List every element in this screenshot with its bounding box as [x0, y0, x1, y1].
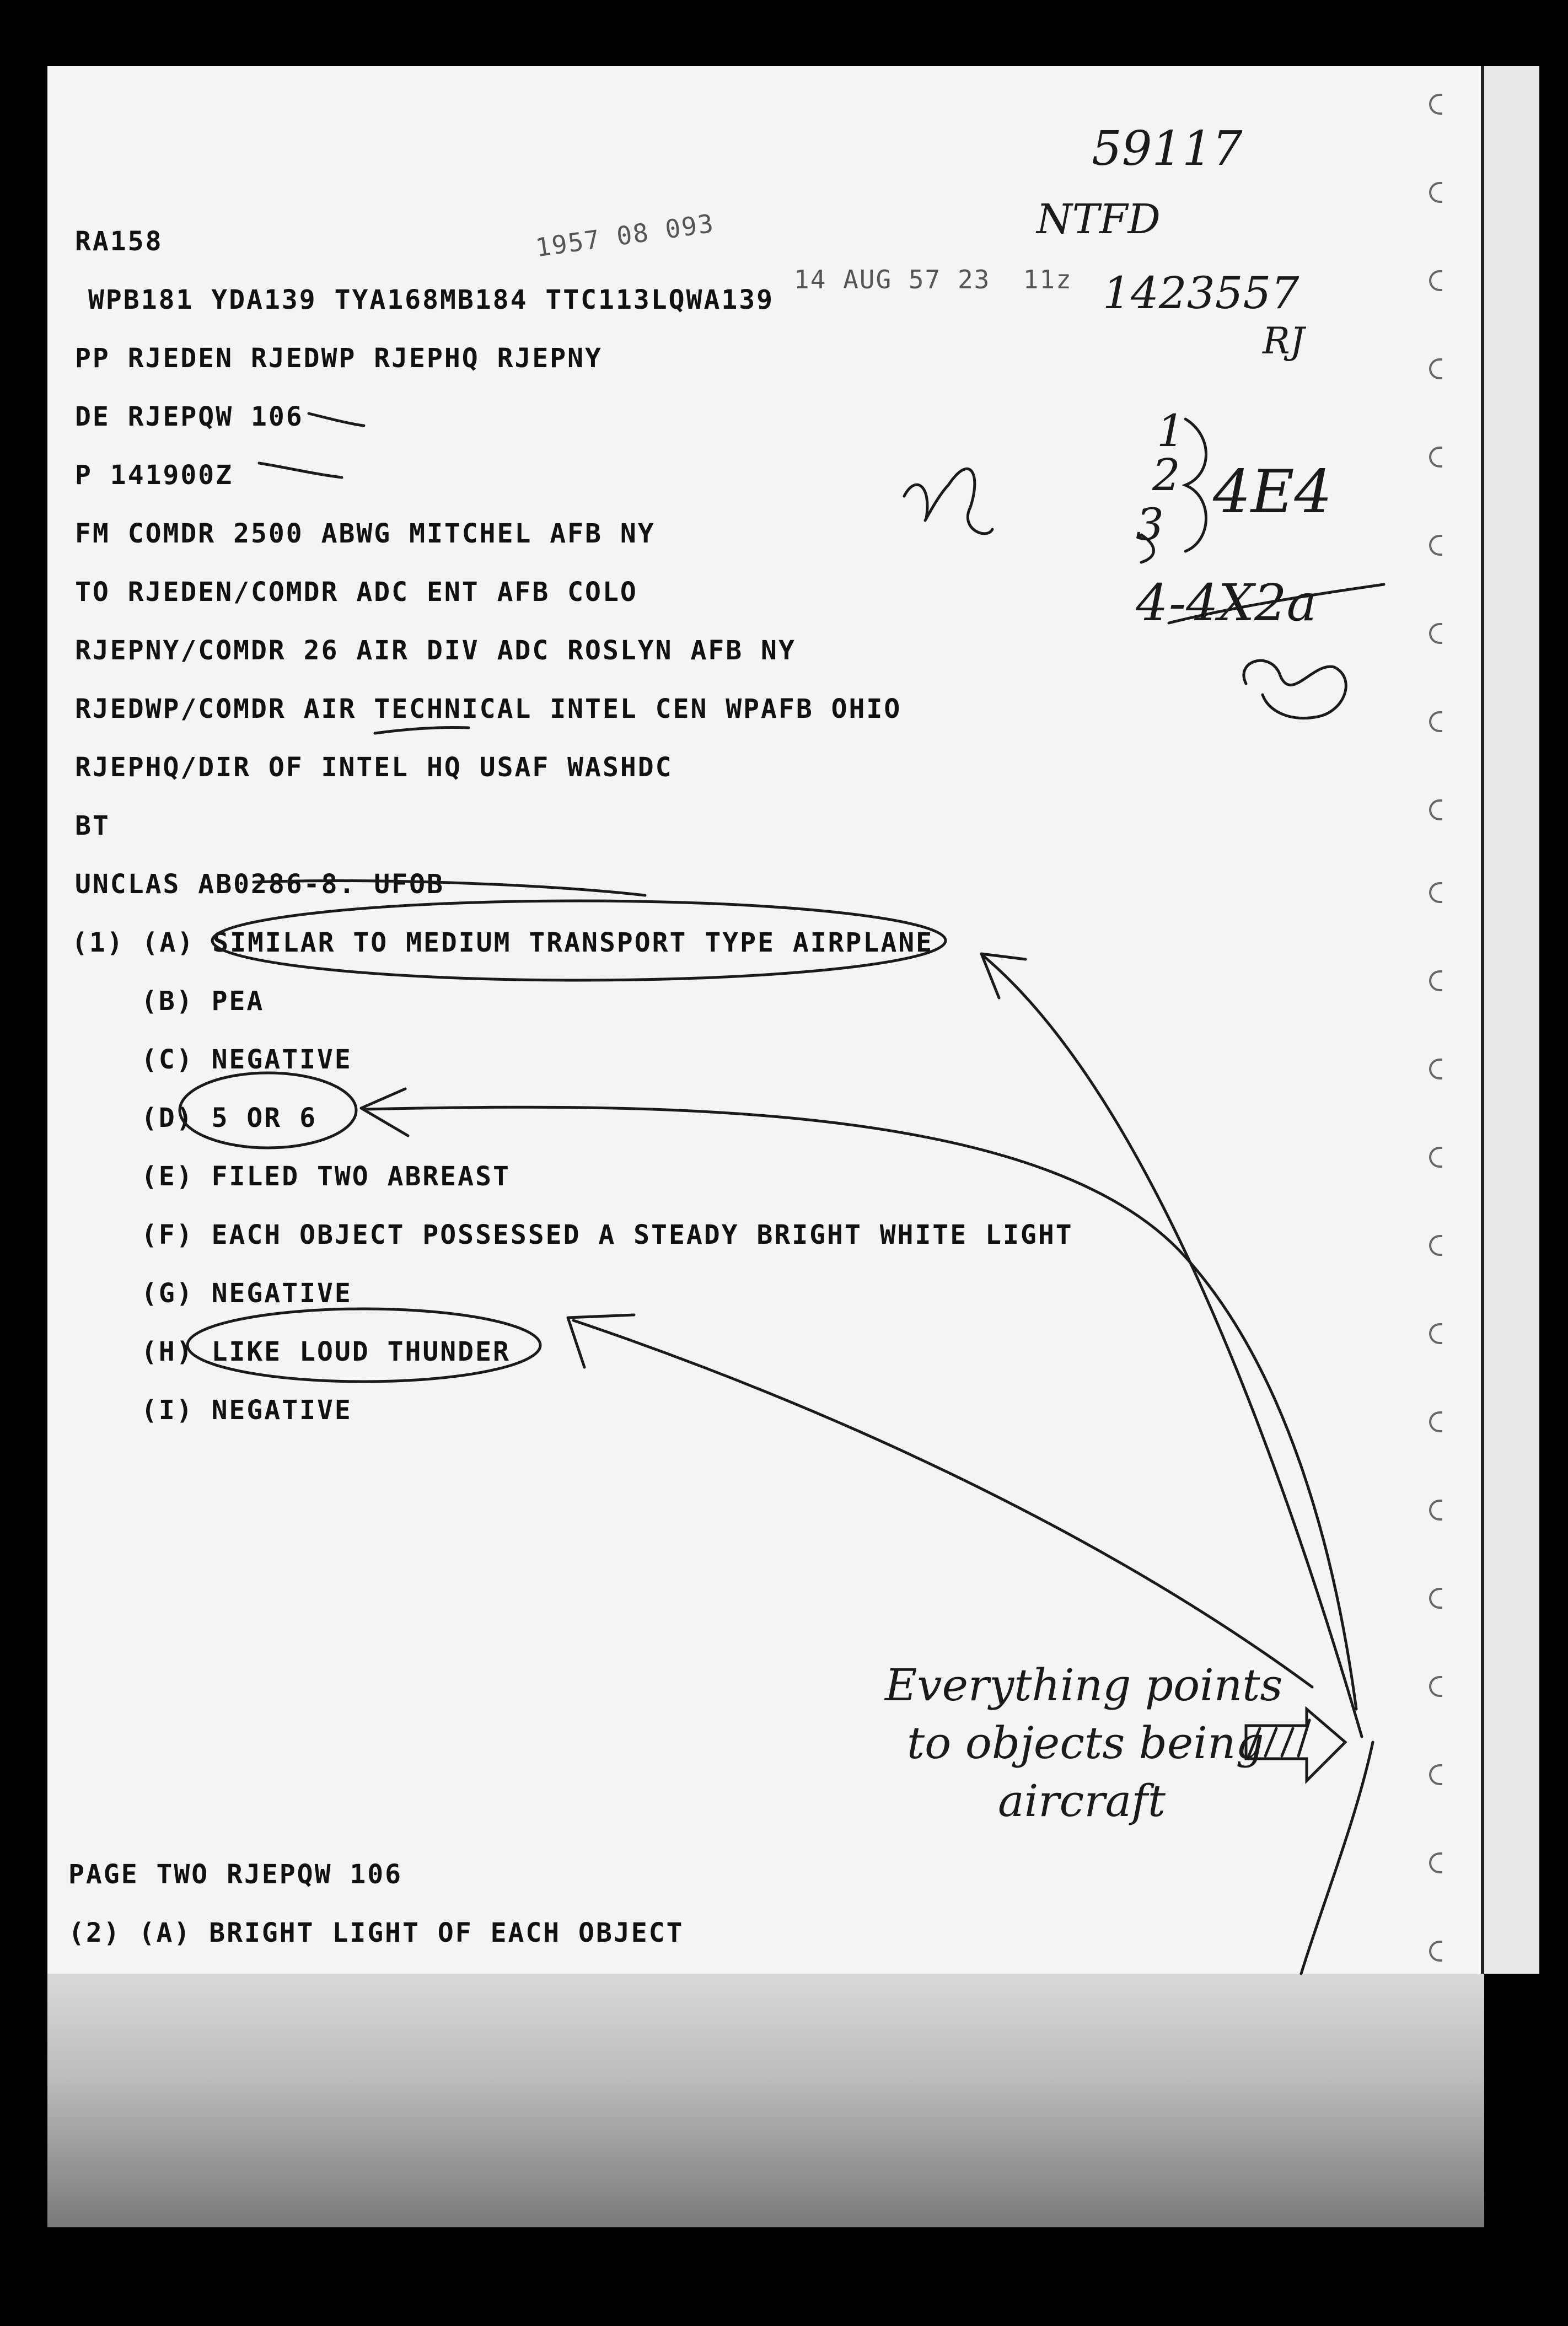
receipt-stamp: 1957 08 093	[533, 208, 716, 263]
handwritten-office: NTFD	[1037, 196, 1161, 243]
teletype-line-item-c: (C) NEGATIVE	[141, 1044, 352, 1075]
teletype-line-channel-ids: WPB181 YDA139 TYA168MB184 TTC113LQWA139	[88, 284, 775, 315]
teletype-line-item-1a: (1) (A) SIMILAR TO MEDIUM TRANSPORT TYPE AIRPLANE	[72, 927, 934, 958]
handwritten-routing-2: 2	[1152, 449, 1180, 501]
teletype-line-dtg: P 141900Z	[75, 460, 234, 491]
hatched-arrow-icon	[1246, 1709, 1345, 1781]
brace-mark	[1141, 535, 1154, 562]
teletype-line-to: TO RJEDEN/COMDR ADC ENT AFB COLO	[75, 577, 638, 608]
handwritten-code-4x2a: -4X2a	[1169, 573, 1317, 632]
time-stamp: 14 AUG 57 23 11z	[794, 265, 1072, 294]
handwritten-routing-1: 1	[1157, 405, 1185, 456]
teletype-line-page-two: PAGE TWO RJEPQW 106	[68, 1859, 403, 1890]
handwritten-routing-3: 3	[1136, 499, 1164, 550]
pen-circle	[187, 1309, 540, 1382]
arrow-line	[573, 1320, 1312, 1687]
teletype-line-precedence: PP RJEDEN RJEDWP RJEPHQ RJEPNY	[75, 343, 603, 374]
teletype-line-item-2a: (2) (A) BRIGHT LIGHT OF EACH OBJECT	[68, 1917, 684, 1948]
arrow-line	[984, 957, 1362, 1737]
teletype-line-addressee-3: RJEDWP/COMDR AIR TECHNICAL INTEL CEN WPAFB OHIO	[75, 694, 902, 724]
teletype-line-from: FM COMDR 2500 ABWG MITCHEL AFB NY	[75, 518, 656, 549]
teletype-line-item-e: (E) FILED TWO ABREAST	[141, 1161, 511, 1192]
teletype-line-addressee-4: RJEPHQ/DIR OF INTEL HQ USAF WASHDC	[75, 752, 673, 783]
teletype-line-item-d: (D) 5 OR 6	[141, 1103, 317, 1134]
teletype-line-routing-id: RA158	[75, 226, 163, 257]
margin-note-line-2: to objects being	[907, 1717, 1264, 1769]
initial-scribble	[1244, 660, 1346, 718]
pen-strike	[254, 881, 645, 895]
pen-tick	[259, 463, 342, 477]
brace-mark	[1185, 419, 1206, 551]
teletype-line-break: BT	[75, 810, 110, 841]
handwritten-routing-4: 4	[1136, 573, 1168, 632]
pen-tick	[1169, 584, 1384, 623]
teletype-line-item-h: (H) LIKE LOUD THUNDER	[141, 1336, 511, 1367]
margin-note-line-1: Everything points	[885, 1659, 1283, 1711]
pen-underline	[375, 727, 469, 733]
margin-note-line-3: aircraft	[998, 1775, 1166, 1827]
handwritten-date-time: 1423557	[1103, 267, 1299, 319]
teletype-line-item-i: (I) NEGATIVE	[141, 1395, 352, 1426]
teletype-line-origin: DE RJEPQW 106	[75, 401, 304, 432]
pen-circle	[212, 901, 946, 980]
teletype-line-addressee-2: RJEPNY/COMDR 26 AIR DIV ADC ROSLYN AFB NY	[75, 635, 796, 666]
pen-circle	[180, 1073, 356, 1148]
handwritten-code-4e4: 4E4	[1213, 458, 1333, 527]
handwritten-initials: RJ	[1263, 320, 1305, 362]
pen-tick	[309, 413, 364, 426]
arrow-head	[361, 1089, 408, 1136]
initial-scribble	[904, 469, 992, 534]
teletype-line-classification: UNCLAS AB0286-8. UFOB	[75, 869, 444, 900]
teletype-line-item-f: (F) EACH OBJECT POSSESSED A STEADY BRIGHT WHITE LIGHT	[141, 1220, 1073, 1250]
arrow-line	[364, 1107, 1356, 1709]
handwritten-file-number: 59117	[1092, 121, 1243, 176]
teletype-line-item-g: (G) NEGATIVE	[141, 1278, 352, 1309]
teletype-line-item-b: (B) PEA	[141, 986, 265, 1017]
